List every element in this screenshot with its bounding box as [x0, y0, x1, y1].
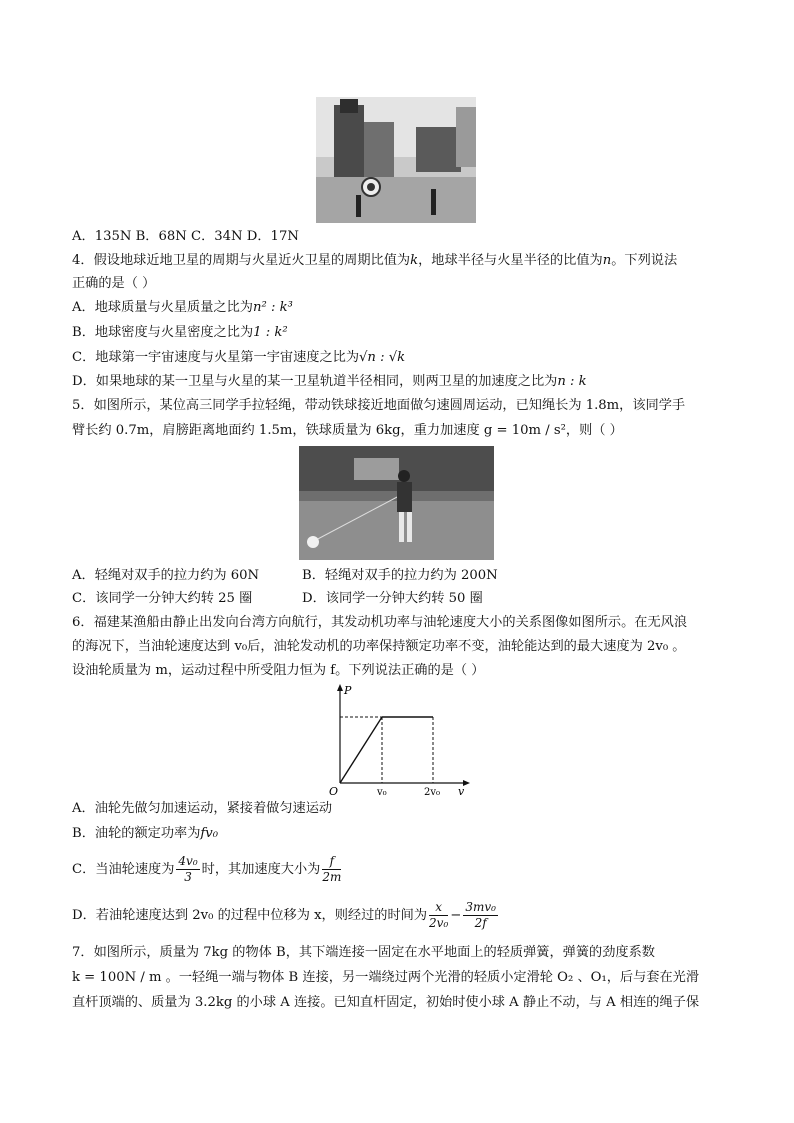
fraction-4v0-3: $\frac{\text{4v₀}}{3}$: [178, 854, 198, 884]
q6-stem-line2: 的海况下，当油轮速度达到 v₀后，油轮发动机的功率保持额定功率不变，油轮能达到的最大速度为 2v₀ 。: [72, 639, 686, 654]
q6-option-c: C．当油轮速度为 $\frac{\text{4v₀}}{3}$ 时，其加速度大小为 $\frac{f}{2m}$: [72, 854, 342, 884]
q6-stem-line1: 6．福建某渔船由静止出发向台湾方向航行，其发动机功率与油轮速度大小的关系图像如图所示。在无风浪: [72, 615, 688, 630]
label-p: P: [344, 684, 352, 697]
fraction-x-2v0: $\frac{x}{\text{2v₀}}$: [429, 900, 449, 930]
q4-option-c: C．地球第一宇宙速度与火星第一宇宙速度之比为√n : √k: [72, 350, 406, 365]
power-velocity-graph: [320, 683, 480, 798]
fraction-3mv0-2f: $\frac{\text{3mv₀}}{2f}$: [465, 900, 496, 930]
q5-option-d: D．该同学一分钟大约转 50 圈: [302, 591, 483, 606]
q6-stem-line3: 设油轮质量为 m，运动过程中所受阻力恒为 f。下列说法正确的是（ ）: [72, 663, 485, 678]
q5-stem-line1: 5．如图所示，某位高三同学手拉轻绳，带动铁球接近地面做匀速圆周运动，已知绳长为 1.8m，该同学手: [72, 398, 686, 413]
label-o: O: [329, 785, 339, 798]
ball-swing-photo: [299, 446, 494, 560]
q4-option-b: B．地球密度与火星密度之比为1 : k²: [72, 325, 288, 340]
q6-option-b: B．油轮的额定功率为fv₀: [72, 826, 219, 841]
q4-stem-line2: 正确的是（ ）: [72, 276, 156, 291]
label-v: v: [458, 785, 465, 798]
q7-line2: k = 100N / m 。一轻绳一端与物体 B 连接，另一端绕过两个光滑的轻质小定滑轮 O₂ 、O₁，后与套在光滑: [72, 970, 700, 985]
label-v0: v₀: [377, 787, 387, 798]
q5-option-c: C．该同学一分钟大约转 25 圈: [72, 591, 253, 606]
q6-option-d: D．若油轮速度达到 2v₀ 的过程中位移为 x，则经过的时间为 $\frac{x}{\text{2v₀}}$ − $\frac{\text{3mv₀}}{2f}$: [72, 900, 496, 930]
q5-options-row1: [72, 566, 498, 586]
q4-stem-line1: 4．假设地球近地卫星的周期与火星近火卫星的周期比值为k，地球半径与火星半径的比值为n。下列说法: [72, 253, 678, 268]
q5-option-b: B．轻绳对双手的拉力约为 200N: [302, 568, 498, 583]
q3-options: A．135N B．68N C．34N D．17N: [72, 229, 299, 244]
q4-option-d: D．如果地球的某一卫星与火星的某一卫星轨道半径相同，则两卫星的加速度之比为n : k: [72, 374, 587, 389]
q5-options-row2: [72, 589, 483, 609]
archery-photo: [316, 97, 476, 223]
label-2v0: 2v₀: [424, 787, 441, 798]
q4-option-a: A．地球质量与火星质量之比为n² : k³: [72, 300, 293, 315]
y-axis-arrow: [337, 684, 343, 691]
q5-option-a: A．轻绳对双手的拉力约为 60N: [72, 568, 260, 583]
fraction-f-2m: $\frac{f}{2m}$: [322, 854, 342, 884]
power-ramp: [340, 717, 382, 783]
q6-option-a: A．油轮先做匀加速运动，紧接着做匀速运动: [72, 801, 333, 816]
q7-line3: 直杆顶端的、质量为 3.2kg 的小球 A 连接。已知直杆固定，初始时使小球 A 静止不动，与 A 相连的绳子保: [72, 995, 700, 1010]
q5-stem-line2: 臂长约 0.7m，肩膀距离地面约 1.5m，铁球质量为 6kg，重力加速度 g = 10m / s²，则（ ）: [72, 423, 623, 438]
q7-line1: 7．如图所示，质量为 7kg 的物体 B，其下端连接一固定在水平地面上的轻质弹簧，弹簧的劲度系数: [72, 945, 655, 960]
